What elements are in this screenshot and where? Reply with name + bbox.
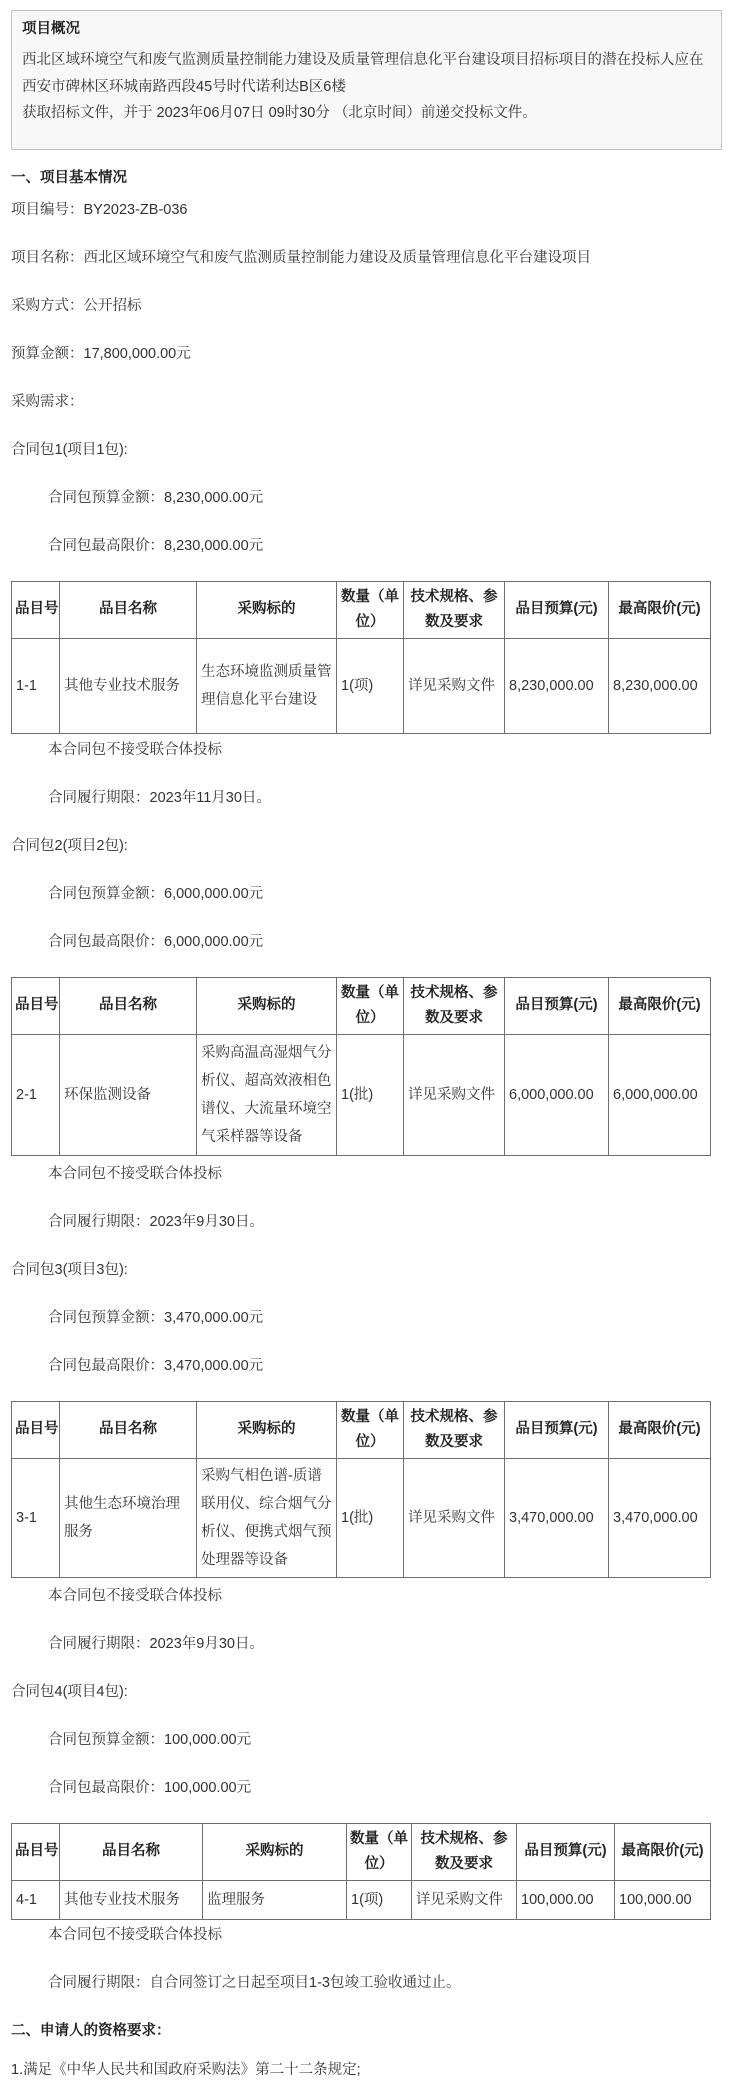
table-row xyxy=(12,1880,711,1919)
package-4-table xyxy=(11,1823,711,1920)
cell-spec: 详见采购文件 xyxy=(412,1880,517,1919)
package-max-price-value: 6,000,000.00元 xyxy=(164,933,264,950)
cell-item-no: 3-1 xyxy=(12,1458,60,1577)
package-max-price-value: 3,470,000.00元 xyxy=(164,1357,264,1374)
project-number-label: 项目编号： xyxy=(11,201,84,218)
procurement-method-value: 公开招标 xyxy=(83,297,142,314)
col-header-budget: 品目预算(元) xyxy=(517,1823,615,1880)
package-2-title: 合同包2(项目2包): xyxy=(11,837,128,854)
package-4-max-price xyxy=(11,1775,729,1802)
package-budget-value: 3,470,000.00元 xyxy=(164,1309,264,1326)
package-1-term xyxy=(11,785,729,812)
total-budget-label: 预算金额： xyxy=(11,345,84,362)
col-header-subject: 采购标的 xyxy=(197,977,337,1034)
term-label: 合同履行期限： xyxy=(48,789,150,806)
total-budget-value: 17,800,000.00元 xyxy=(83,345,191,362)
table-row xyxy=(12,638,711,733)
package-1-table xyxy=(11,581,711,734)
package-3-title: 合同包3(项目3包): xyxy=(11,1261,128,1278)
package-3-consortium-note: 本合同包不接受联合体投标 xyxy=(48,1587,222,1604)
table-header-row xyxy=(12,581,711,638)
package-4-budget xyxy=(11,1727,729,1754)
cell-quantity: 1(批) xyxy=(337,1034,404,1155)
col-header-quantity: 数量（单位） xyxy=(337,581,404,638)
project-number xyxy=(11,197,729,224)
qualification-item: 1.满足《中华人民共和国政府采购法》第二十二条规定; xyxy=(11,2061,361,2078)
package-4-title: 合同包4(项目4包): xyxy=(11,1683,128,1700)
overview-line: 获取招标文件，并于 2023年06月07日 09时30分 （北京时间）前递交投标文件。 xyxy=(22,105,537,121)
col-header-spec: 技术规格、参数及要求 xyxy=(412,1823,517,1880)
col-header-subject: 采购标的 xyxy=(197,1401,337,1458)
package-budget-value: 8,230,000.00元 xyxy=(164,489,264,506)
package-budget-label: 合同包预算金额： xyxy=(48,1309,164,1326)
project-name xyxy=(11,245,729,272)
cell-subject: 监理服务 xyxy=(203,1880,347,1919)
cell-budget: 8,230,000.00 xyxy=(505,638,609,733)
procurement-method-label: 采购方式： xyxy=(11,297,84,314)
cell-item-no: 1-1 xyxy=(12,638,60,733)
col-header-max-price: 最高限价(元) xyxy=(615,1823,711,1880)
col-header-item-name: 品目名称 xyxy=(60,581,197,638)
term-label: 合同履行期限： xyxy=(48,1213,150,1230)
col-header-item-name: 品目名称 xyxy=(60,1823,203,1880)
requirements-label: 采购需求： xyxy=(11,393,84,410)
project-name-value: 西北区域环境空气和废气监测质量控制能力建设及质量管理信息化平台建设项目 xyxy=(83,249,591,266)
package-max-price-label: 合同包最高限价： xyxy=(48,1779,164,1796)
cell-quantity: 1(批) xyxy=(337,1458,404,1577)
term-value: 2023年11月30日。 xyxy=(149,789,271,806)
package-2-max-price xyxy=(11,929,729,956)
term-value: 自合同签订之日起至项目1-3包竣工验收通过止。 xyxy=(149,1974,461,1991)
package-4-consortium-note: 本合同包不接受联合体投标 xyxy=(48,1926,222,1943)
term-value: 2023年9月30日。 xyxy=(149,1213,264,1230)
cell-budget: 6,000,000.00 xyxy=(505,1034,609,1155)
cell-spec: 详见采购文件 xyxy=(404,1034,505,1155)
package-3-max-price xyxy=(11,1353,729,1380)
cell-max-price: 100,000.00 xyxy=(615,1880,711,1919)
term-label: 合同履行期限： xyxy=(48,1635,150,1652)
table-header-row xyxy=(12,977,711,1034)
package-1-consortium-note: 本合同包不接受联合体投标 xyxy=(48,741,222,758)
col-header-max-price: 最高限价(元) xyxy=(609,581,711,638)
package-2-term xyxy=(11,1209,729,1236)
project-name-label: 项目名称： xyxy=(11,249,84,266)
package-budget-label: 合同包预算金额： xyxy=(48,489,164,506)
package-2-budget xyxy=(11,881,729,908)
package-max-price-value: 8,230,000.00元 xyxy=(164,537,264,554)
cell-spec: 详见采购文件 xyxy=(404,638,505,733)
cell-quantity: 1(项) xyxy=(337,638,404,733)
package-3-term xyxy=(11,1631,729,1658)
cell-subject: 采购高温高湿烟气分析仪、超高效液相色谱仪、大流量环境空气采样器等设备 xyxy=(197,1034,337,1155)
package-1-title: 合同包1(项目1包): xyxy=(11,441,128,458)
table-row xyxy=(12,1034,711,1155)
table-row xyxy=(12,1458,711,1577)
term-value: 2023年9月30日。 xyxy=(149,1635,264,1652)
col-header-item-name: 品目名称 xyxy=(60,977,197,1034)
col-header-quantity: 数量（单位） xyxy=(337,1401,404,1458)
package-budget-label: 合同包预算金额： xyxy=(48,885,164,902)
overview-line: 西安市碑林区环城南路西段45号时代诺利达B区6楼 xyxy=(22,78,346,95)
procurement-method xyxy=(11,293,729,320)
section-qualification-title: 二、申请人的资格要求： xyxy=(11,2022,171,2039)
cell-item-name: 环保监测设备 xyxy=(60,1034,197,1155)
total-budget xyxy=(11,341,729,368)
col-header-quantity: 数量（单位） xyxy=(347,1823,412,1880)
package-max-price-value: 100,000.00元 xyxy=(164,1779,252,1796)
cell-budget: 3,470,000.00 xyxy=(505,1458,609,1577)
col-header-quantity: 数量（单位） xyxy=(337,977,404,1034)
package-1-max-price xyxy=(11,533,729,560)
overview-title: 项目概况 xyxy=(22,21,80,37)
cell-spec: 详见采购文件 xyxy=(404,1458,505,1577)
col-header-budget: 品目预算(元) xyxy=(505,977,609,1034)
col-header-item-no: 品目号 xyxy=(12,1401,60,1458)
package-4-term xyxy=(11,1970,729,1997)
cell-max-price: 6,000,000.00 xyxy=(609,1034,711,1155)
cell-item-no: 2-1 xyxy=(12,1034,60,1155)
col-header-max-price: 最高限价(元) xyxy=(609,1401,711,1458)
cell-item-name: 其他专业技术服务 xyxy=(60,1880,203,1919)
package-max-price-label: 合同包最高限价： xyxy=(48,537,164,554)
col-header-subject: 采购标的 xyxy=(197,581,337,638)
term-label: 合同履行期限： xyxy=(48,1974,150,1991)
col-header-subject: 采购标的 xyxy=(203,1823,347,1880)
col-header-budget: 品目预算(元) xyxy=(505,581,609,638)
col-header-max-price: 最高限价(元) xyxy=(609,977,711,1034)
col-header-spec: 技术规格、参数及要求 xyxy=(404,581,505,638)
cell-budget: 100,000.00 xyxy=(517,1880,615,1919)
col-header-item-no: 品目号 xyxy=(12,581,60,638)
package-3-budget xyxy=(11,1305,729,1332)
package-2-consortium-note: 本合同包不接受联合体投标 xyxy=(48,1165,222,1182)
cell-max-price: 8,230,000.00 xyxy=(609,638,711,733)
package-3-table xyxy=(11,1401,711,1578)
col-header-spec: 技术规格、参数及要求 xyxy=(404,977,505,1034)
col-header-spec: 技术规格、参数及要求 xyxy=(404,1401,505,1458)
package-budget-value: 100,000.00元 xyxy=(164,1731,252,1748)
cell-subject: 生态环境监测质量管理信息化平台建设 xyxy=(197,638,337,733)
col-header-item-no: 品目号 xyxy=(12,1823,60,1880)
table-header-row xyxy=(12,1823,711,1880)
table-header-row xyxy=(12,1401,711,1458)
cell-max-price: 3,470,000.00 xyxy=(609,1458,711,1577)
col-header-budget: 品目预算(元) xyxy=(505,1401,609,1458)
package-budget-value: 6,000,000.00元 xyxy=(164,885,264,902)
cell-item-name: 其他生态环境治理服务 xyxy=(60,1458,197,1577)
project-number-value: BY2023-ZB-036 xyxy=(83,201,188,218)
cell-quantity: 1(项) xyxy=(347,1880,412,1919)
cell-item-no: 4-1 xyxy=(12,1880,60,1919)
package-1-budget xyxy=(11,485,729,512)
package-2-table xyxy=(11,977,711,1156)
col-header-item-name: 品目名称 xyxy=(60,1401,197,1458)
project-overview-box xyxy=(11,10,722,150)
cell-subject: 采购气相色谱-质谱联用仪、综合烟气分析仪、便携式烟气预处理器等设备 xyxy=(197,1458,337,1577)
package-budget-label: 合同包预算金额： xyxy=(48,1731,164,1748)
section-basic-info-title: 一、项目基本情况 xyxy=(11,169,127,186)
cell-item-name: 其他专业技术服务 xyxy=(60,638,197,733)
overview-line: 西北区域环境空气和废气监测质量控制能力建设及质量管理信息化平台建设项目招标项目的潜在投标人应在 xyxy=(22,52,704,68)
package-max-price-label: 合同包最高限价： xyxy=(48,933,164,950)
package-max-price-label: 合同包最高限价： xyxy=(48,1357,164,1374)
col-header-item-no: 品目号 xyxy=(12,977,60,1034)
